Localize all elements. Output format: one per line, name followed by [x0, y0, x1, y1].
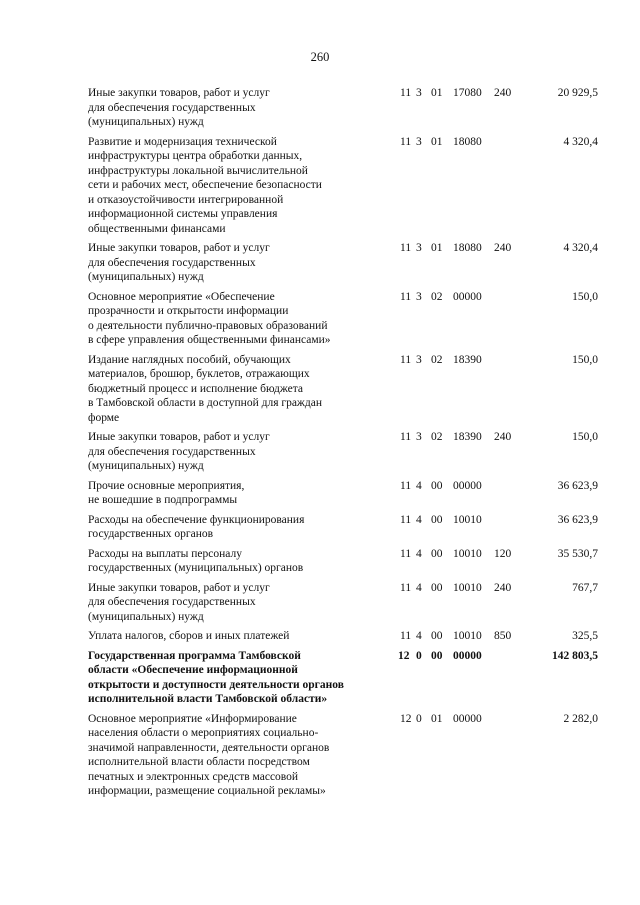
table-row-program-total	[0, 649, 640, 707]
table-row	[0, 86, 640, 130]
row-name: Прочие основные мероприятия, не вошедшие в подпрограммы	[88, 479, 245, 506]
row-name: Иные закупки товаров, работ и услуг для обеспечения государственных (муниципальных) нужд	[88, 581, 270, 623]
row-subprogram-code: 3	[416, 290, 422, 303]
row-subprogram-code: 4	[416, 547, 422, 560]
row-subprogram-code: 0	[416, 649, 422, 662]
row-subprogram-code: 4	[416, 581, 422, 594]
table-row	[0, 712, 640, 799]
row-amount: 325,5	[572, 630, 598, 642]
table-row	[0, 241, 640, 285]
row-expense-type: 240	[494, 581, 512, 594]
row-amount: 36 623,9	[557, 513, 598, 526]
row-amount: 4 320,4	[563, 242, 598, 254]
table-row	[0, 430, 640, 474]
row-group-code: 02	[431, 290, 443, 303]
row-program-code: 12	[398, 649, 410, 662]
row-amount: 150,0	[572, 431, 598, 443]
row-subprogram-code: 3	[416, 431, 422, 443]
row-name: Государственная программа Тамбовской области «Обеспечение информационной открытости и доступности деятельности органов исполнительной власти Тамбовской области»	[88, 649, 344, 705]
table-row	[0, 513, 640, 542]
row-name: Развитие и модернизация технической инфраструктуры центра обработки данных, инфраструктуры локальной вычислительной сети и рабочих мест, обеспечение безопасности и отказоустойчивости интегрированной информационной системы управления общественными финансами	[88, 135, 322, 235]
table-row	[0, 353, 640, 426]
row-expense-type: 240	[494, 87, 512, 99]
row-subprogram-code: 3	[416, 87, 422, 99]
row-name: Иные закупки товаров, работ и услуг для обеспечения государственных (муниципальных) нужд	[88, 242, 270, 283]
row-group-code: 01	[431, 242, 443, 254]
row-direction-code: 17080	[453, 87, 482, 99]
row-group-code: 00	[431, 547, 443, 560]
row-program-code: 11	[400, 135, 412, 148]
row-group-code: 00	[431, 513, 443, 526]
row-program-code: 11	[400, 581, 412, 594]
row-amount: 4 320,4	[563, 135, 598, 148]
table-row	[0, 479, 640, 508]
row-name: Расходы на выплаты персоналу государственных (муниципальных) органов	[88, 547, 304, 574]
row-program-code: 11	[400, 547, 412, 560]
row-name: Иные закупки товаров, работ и услуг для обеспечения государственных (муниципальных) нужд	[88, 87, 270, 128]
budget-table	[0, 86, 640, 804]
row-group-code: 01	[431, 87, 443, 99]
row-program-code: 11	[400, 242, 412, 254]
table-row	[0, 629, 640, 644]
row-amount: 36 623,9	[557, 479, 598, 492]
row-group-code: 02	[431, 431, 443, 443]
row-name: Иные закупки товаров, работ и услуг для обеспечения государственных (муниципальных) нужд	[88, 431, 270, 472]
row-direction-code: 18390	[453, 431, 482, 443]
row-direction-code: 18080	[453, 135, 482, 148]
row-amount: 150,0	[572, 290, 598, 303]
row-group-code: 01	[431, 712, 443, 725]
row-direction-code: 18390	[453, 353, 482, 366]
row-direction-code: 00000	[453, 290, 482, 303]
row-name: Уплата налогов, сборов и иных платежей	[88, 630, 290, 642]
row-direction-code: 10010	[453, 513, 482, 526]
row-program-code: 11	[400, 431, 412, 443]
row-subprogram-code: 4	[416, 513, 422, 526]
row-subprogram-code: 3	[416, 242, 422, 254]
row-amount: 150,0	[572, 353, 598, 366]
row-group-code: 00	[431, 630, 443, 642]
row-direction-code: 10010	[453, 581, 482, 594]
row-program-code: 12	[400, 712, 412, 725]
row-program-code: 11	[400, 87, 412, 99]
row-amount: 767,7	[572, 581, 598, 594]
row-direction-code: 00000	[453, 649, 482, 662]
row-name: Основное мероприятие «Обеспечение прозрачности и открытости информации о деятельности публично-правовых образований в сфере управления общественными финансами»	[88, 290, 331, 346]
row-amount: 35 530,7	[557, 547, 598, 560]
row-program-code: 11	[400, 290, 412, 303]
table-row	[0, 581, 640, 625]
row-direction-code: 00000	[453, 712, 482, 725]
row-expense-type: 120	[494, 547, 512, 560]
row-expense-type: 850	[494, 630, 512, 642]
row-program-code: 11	[400, 479, 412, 492]
row-subprogram-code: 4	[416, 630, 422, 642]
row-expense-type: 240	[494, 242, 512, 254]
row-name: Расходы на обеспечение функционирования государственных органов	[88, 513, 305, 540]
row-expense-type: 240	[494, 431, 512, 443]
row-name: Основное мероприятие «Информирование населения области о мероприятиях социально- значимой направленности, деятельности органов исполнительной власти области посредством печатных и электронных средств массовой информации, размещение социальной рекламы»	[88, 712, 330, 797]
row-group-code: 01	[431, 135, 443, 148]
table-row	[0, 547, 640, 576]
row-group-code: 00	[431, 479, 443, 492]
row-name: Издание наглядных пособий, обучающих материалов, брошюр, буклетов, отражающих бюджетный процесс и исполнение бюджета в Тамбовской области в доступной для граждан форме	[88, 353, 322, 424]
row-program-code: 11	[400, 513, 412, 526]
row-program-code: 11	[400, 353, 412, 366]
row-direction-code: 18080	[453, 242, 482, 254]
row-direction-code: 10010	[453, 547, 482, 560]
table-row	[0, 135, 640, 237]
row-amount: 2 282,0	[563, 712, 598, 725]
row-direction-code: 00000	[453, 479, 482, 492]
row-direction-code: 10010	[453, 630, 482, 642]
page-number: 260	[310, 50, 330, 64]
row-amount: 20 929,5	[557, 87, 598, 99]
row-subprogram-code: 4	[416, 479, 422, 492]
table-row	[0, 290, 640, 348]
row-amount: 142 803,5	[552, 649, 598, 662]
row-subprogram-code: 3	[416, 135, 422, 148]
row-subprogram-code: 0	[416, 712, 422, 725]
row-subprogram-code: 3	[416, 353, 422, 366]
row-group-code: 00	[431, 649, 443, 662]
row-program-code: 11	[400, 630, 412, 642]
row-group-code: 02	[431, 353, 443, 366]
row-group-code: 00	[431, 581, 443, 594]
